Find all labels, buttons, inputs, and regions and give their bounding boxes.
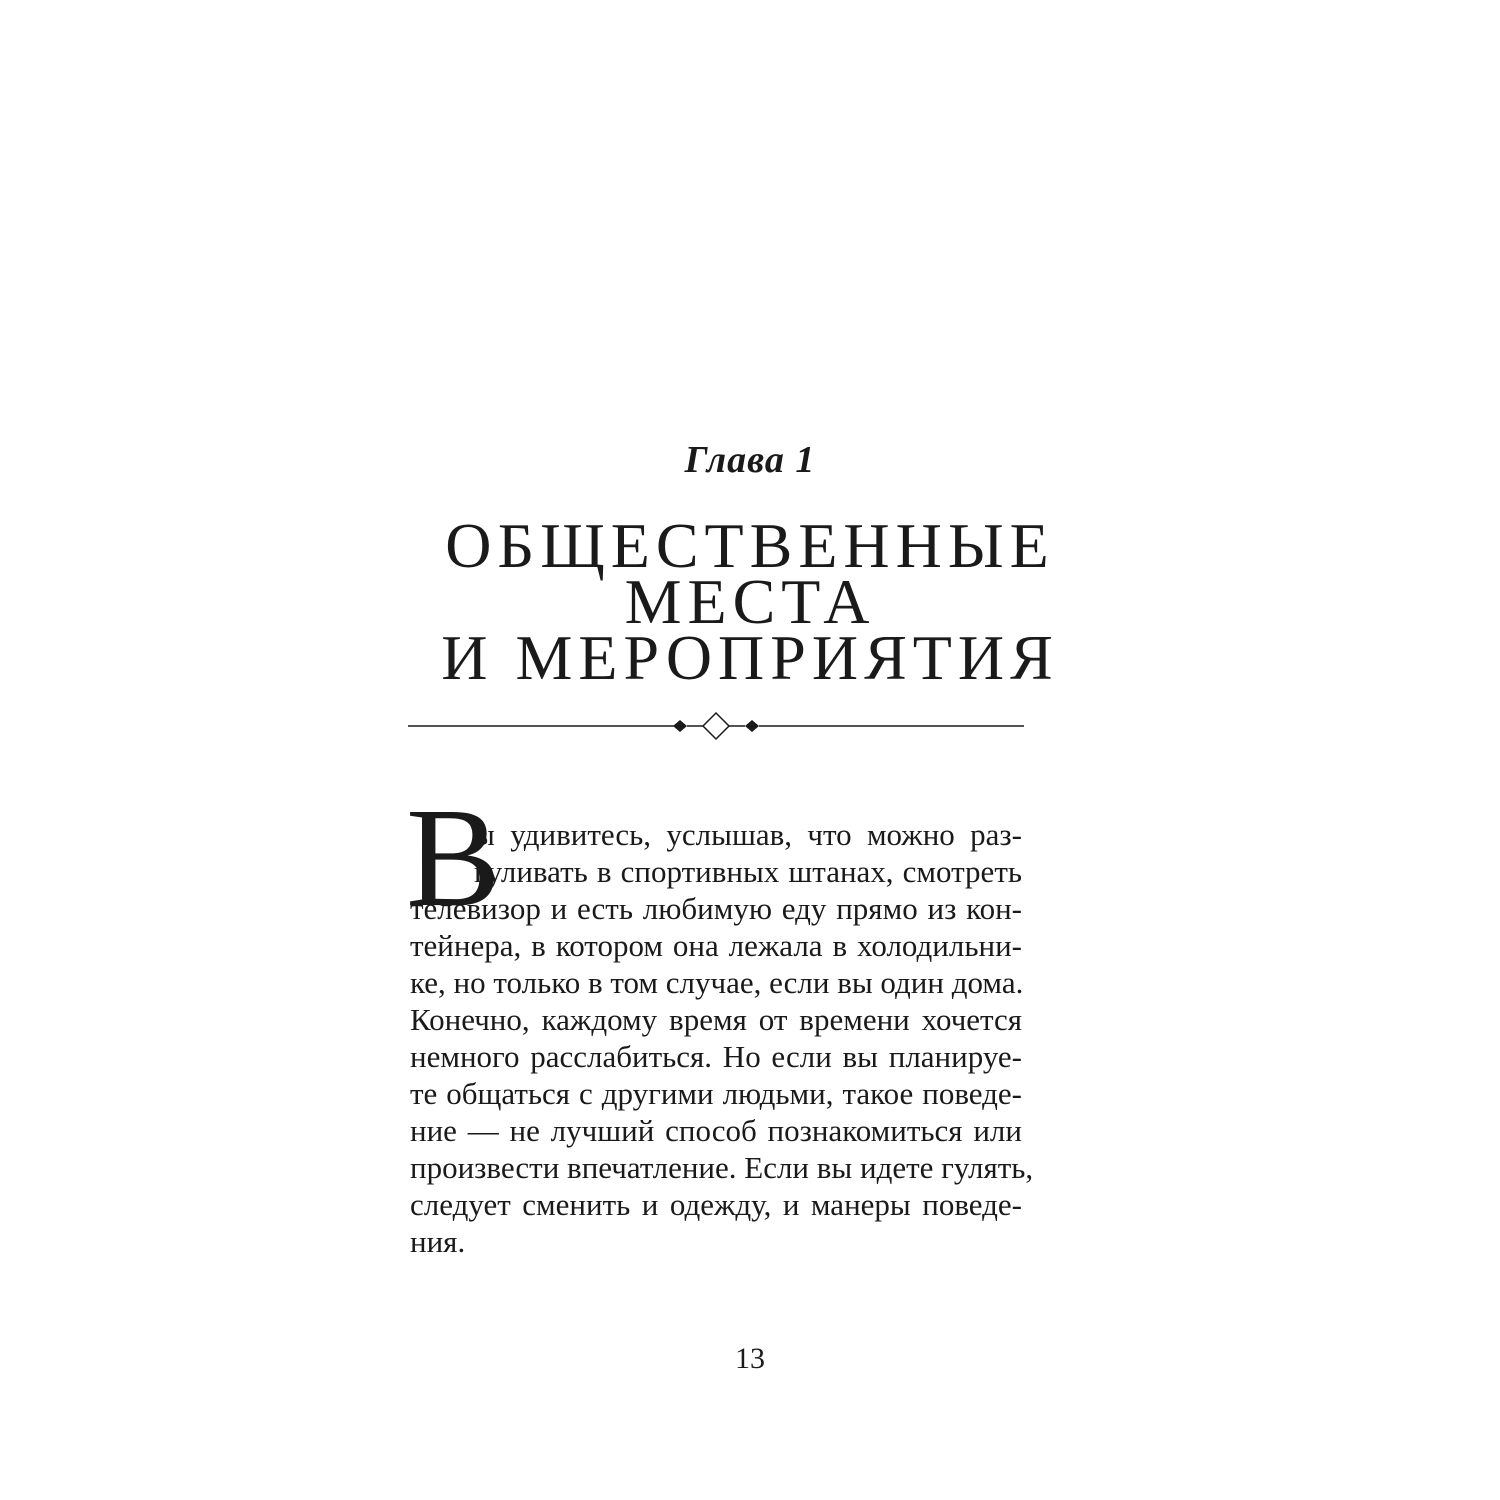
paragraph-line: гуливать в спортивных штанах, смотреть xyxy=(474,854,1022,889)
chapter-title xyxy=(0,510,1500,693)
drop-cap: В xyxy=(406,778,501,936)
chapter-title-line: ОБЩЕСТВЕННЫЕ xyxy=(445,510,1055,581)
paragraph-line: тейнера, в котором она лежала в холодильни- xyxy=(410,928,1022,963)
paragraph-line: ния. xyxy=(410,1224,466,1259)
paragraph-line: следует сменить и одежду, и манеры поведе- xyxy=(410,1187,1022,1222)
body-paragraph xyxy=(410,816,1034,1260)
paragraph-line: Конечно, каждому время от времени хочется xyxy=(410,1002,1022,1037)
paragraph-line: телевизор и есть любимую еду прямо из кон- xyxy=(410,891,1022,926)
page-number: 13 xyxy=(735,1342,765,1375)
chapter-title-line: И МЕРОПРИЯТИЯ xyxy=(441,622,1059,693)
paragraph-line: ние — не лучший способ познакомиться или xyxy=(410,1113,1022,1148)
small-diamond-right-icon xyxy=(745,720,759,732)
hollow-diamond-icon xyxy=(703,713,729,739)
chapter-title-line: МЕСТА xyxy=(624,566,876,637)
paragraph-line: произвести впечатление. Если вы идете гулять, xyxy=(410,1150,1034,1185)
paragraph-line: ке, но только в том случае, если вы один дома. xyxy=(410,965,1024,1000)
paragraph-line: те общаться с другими людьми, такое поведе- xyxy=(410,1076,1022,1111)
small-diamond-left-icon xyxy=(673,720,687,732)
paragraph-line: ы удивитесь, услышав, что можно раз- xyxy=(474,817,1022,852)
chapter-label: Глава 1 xyxy=(684,439,816,481)
ornamental-divider xyxy=(408,710,1024,742)
paragraph-line: немного расслабиться. Но если вы планируе- xyxy=(410,1039,1022,1074)
